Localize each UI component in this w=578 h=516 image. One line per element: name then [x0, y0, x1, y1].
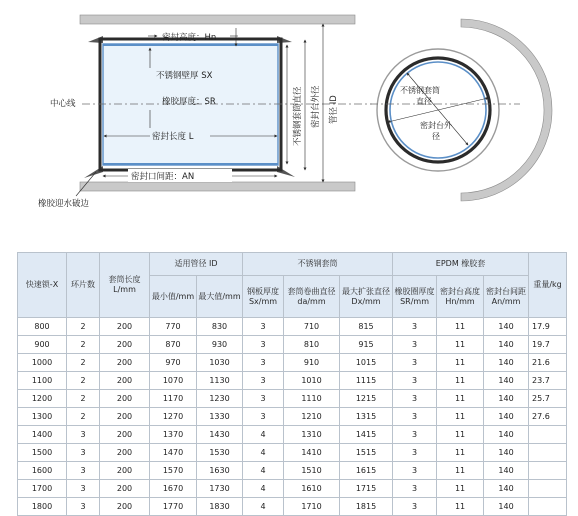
cell-dx: 815: [340, 318, 393, 336]
header-min: 最小值/mm: [150, 276, 197, 318]
cell-an: 140: [484, 318, 529, 336]
cell-sr: 3: [393, 444, 437, 462]
cell-max: 930: [197, 336, 243, 354]
cell-min: 1270: [150, 408, 197, 426]
cell-max: 1630: [197, 462, 243, 480]
cell-wt: [529, 444, 567, 462]
cell-min: 1770: [150, 498, 197, 516]
cell-sx: 4: [243, 462, 284, 480]
table-row: [18, 354, 567, 372]
cell-length: 200: [100, 480, 150, 498]
cell-wt: 21.6: [529, 354, 567, 372]
seal-spacing-label: 密封口间距：AN: [131, 172, 195, 182]
cell-sx: 3: [243, 372, 284, 390]
header-seal-height: 密封台高度 Hn/mm: [437, 276, 484, 318]
ring-seal-dia-line: [388, 98, 488, 122]
cell-dx: 915: [340, 336, 393, 354]
cell-rings: 3: [67, 480, 100, 498]
cell-min: 1670: [150, 480, 197, 498]
cell-rings: 3: [67, 444, 100, 462]
cell-sr: 3: [393, 498, 437, 516]
header-model: 快速锁-X: [18, 253, 67, 318]
cell-wt: 17.9: [529, 318, 567, 336]
cell-max: 1430: [197, 426, 243, 444]
cell-max: 1730: [197, 480, 243, 498]
table-body: [18, 318, 567, 516]
cell-model: 1400: [18, 426, 67, 444]
cell-min: 1170: [150, 390, 197, 408]
pipe-wall-top: [80, 15, 355, 24]
cell-da: 1610: [284, 480, 340, 498]
cell-hn: 11: [437, 444, 484, 462]
seal-length-label: 密封长度 L: [152, 132, 194, 142]
cell-hn: 11: [437, 354, 484, 372]
cell-sr: 3: [393, 318, 437, 336]
cell-sr: 3: [393, 372, 437, 390]
cell-hn: 11: [437, 372, 484, 390]
product-diagram: [0, 0, 578, 240]
cell-an: 140: [484, 426, 529, 444]
cell-wt: [529, 462, 567, 480]
cell-wt: 19.7: [529, 336, 567, 354]
cell-hn: 11: [437, 390, 484, 408]
cell-rings: 2: [67, 390, 100, 408]
cell-hn: 11: [437, 408, 484, 426]
header-pipe-group: 适用管径 ID: [150, 253, 243, 276]
cell-da: 1010: [284, 372, 340, 390]
cell-da: 810: [284, 336, 340, 354]
header-length: 套筒长度 L/mm: [100, 253, 150, 318]
table-row: [18, 480, 567, 498]
cell-max: 830: [197, 318, 243, 336]
cell-wt: [529, 498, 567, 516]
cell-rings: 2: [67, 408, 100, 426]
cell-length: 200: [100, 354, 150, 372]
cell-model: 1500: [18, 444, 67, 462]
table-row: [18, 336, 567, 354]
ring-sleeve-dia-label-2: 直径: [416, 97, 432, 106]
cell-sr: 3: [393, 426, 437, 444]
cell-length: 200: [100, 318, 150, 336]
cell-sx: 3: [243, 354, 284, 372]
header-bend-dia: 套筒卷曲直径 da/mm: [284, 276, 340, 318]
table-row: [18, 390, 567, 408]
cell-sx: 4: [243, 426, 284, 444]
cell-dx: 1115: [340, 372, 393, 390]
cell-length: 200: [100, 498, 150, 516]
cell-da: 1210: [284, 408, 340, 426]
ring-seal-dia-label-2: 径: [432, 132, 440, 141]
spec-table: [17, 252, 567, 516]
cell-an: 140: [484, 354, 529, 372]
header-max: 最大值/mm: [197, 276, 243, 318]
cell-wt: [529, 480, 567, 498]
cell-sr: 3: [393, 408, 437, 426]
rubber-thickness-label: 橡胶厚度：SR: [162, 97, 216, 107]
pipe-id-label: 管径 ID: [329, 95, 339, 124]
cell-min: 1470: [150, 444, 197, 462]
header-max-dia: 最大扩张直径 Dx/mm: [340, 276, 393, 318]
cell-sx: 3: [243, 336, 284, 354]
cell-hn: 11: [437, 318, 484, 336]
cell-sx: 3: [243, 318, 284, 336]
cell-sr: 3: [393, 354, 437, 372]
cell-model: 800: [18, 318, 67, 336]
cell-wt: 23.7: [529, 372, 567, 390]
cell-dx: 1715: [340, 480, 393, 498]
cell-an: 140: [484, 444, 529, 462]
cell-length: 200: [100, 336, 150, 354]
cell-an: 140: [484, 462, 529, 480]
cell-max: 1130: [197, 372, 243, 390]
seal-height-label: 密封高度：Hn: [162, 33, 217, 43]
cell-rings: 2: [67, 336, 100, 354]
cell-model: 1200: [18, 390, 67, 408]
sleeve-dia-label: 不锈钢套筒直径: [293, 86, 303, 146]
cell-sr: 3: [393, 390, 437, 408]
cell-min: 970: [150, 354, 197, 372]
cell-min: 770: [150, 318, 197, 336]
cell-model: 1700: [18, 480, 67, 498]
cell-dx: 1215: [340, 390, 393, 408]
cell-sx: 4: [243, 480, 284, 498]
cell-an: 140: [484, 498, 529, 516]
cell-max: 1330: [197, 408, 243, 426]
cell-length: 200: [100, 444, 150, 462]
cell-hn: 11: [437, 426, 484, 444]
table-row: [18, 408, 567, 426]
cell-rings: 3: [67, 462, 100, 480]
cell-an: 140: [484, 372, 529, 390]
cell-min: 1370: [150, 426, 197, 444]
cell-model: 1100: [18, 372, 67, 390]
cell-hn: 11: [437, 498, 484, 516]
cell-da: 1410: [284, 444, 340, 462]
cell-wt: 25.7: [529, 390, 567, 408]
header-rubber-thickness: 橡胶圈厚度 SR/mm: [393, 276, 437, 318]
table-row: [18, 318, 567, 336]
cell-min: 1070: [150, 372, 197, 390]
header-seal-spacing: 密封台间距 An/mm: [484, 276, 529, 318]
header-epdm-group: EPDM 橡胶套: [393, 253, 529, 276]
cell-sr: 3: [393, 336, 437, 354]
cell-wt: 27.6: [529, 408, 567, 426]
header-weight: 重量/kg: [529, 253, 567, 318]
header-steel-group: 不锈钢套筒: [243, 253, 393, 276]
cell-da: 1510: [284, 462, 340, 480]
cell-rings: 2: [67, 318, 100, 336]
cell-length: 200: [100, 390, 150, 408]
cell-max: 1230: [197, 390, 243, 408]
cell-max: 1830: [197, 498, 243, 516]
table-row: [18, 426, 567, 444]
cell-da: 1310: [284, 426, 340, 444]
cell-length: 200: [100, 426, 150, 444]
table-row: [18, 372, 567, 390]
cell-dx: 1615: [340, 462, 393, 480]
cell-sr: 3: [393, 462, 437, 480]
cell-an: 140: [484, 336, 529, 354]
cell-da: 1710: [284, 498, 340, 516]
cell-rings: 2: [67, 372, 100, 390]
cell-length: 200: [100, 408, 150, 426]
cell-an: 140: [484, 390, 529, 408]
cell-hn: 11: [437, 462, 484, 480]
seal-outer-dia-label: 密封台外径: [311, 85, 321, 128]
cell-sx: 4: [243, 498, 284, 516]
cell-max: 1530: [197, 444, 243, 462]
table-row: [18, 462, 567, 480]
cell-model: 1600: [18, 462, 67, 480]
rubber-edge-label: 橡胶迎水破边: [38, 199, 90, 209]
cell-hn: 11: [437, 336, 484, 354]
cell-dx: 1015: [340, 354, 393, 372]
cell-sx: 3: [243, 390, 284, 408]
pipe-wall-bottom: [80, 182, 355, 191]
cell-rings: 2: [67, 354, 100, 372]
cell-max: 1030: [197, 354, 243, 372]
table-row: [18, 444, 567, 462]
cell-rings: 3: [67, 426, 100, 444]
pipe-arc: [461, 19, 552, 201]
cell-wt: [529, 426, 567, 444]
cell-da: 710: [284, 318, 340, 336]
cell-model: 900: [18, 336, 67, 354]
cell-length: 200: [100, 462, 150, 480]
cell-length: 200: [100, 372, 150, 390]
cell-hn: 11: [437, 480, 484, 498]
cell-sx: 4: [243, 444, 284, 462]
ring-seal-dia-label-1: 密封台外: [420, 121, 452, 130]
cell-min: 1570: [150, 462, 197, 480]
header-rings: 环片数: [67, 253, 100, 318]
table-row: [18, 498, 567, 516]
cell-model: 1000: [18, 354, 67, 372]
cell-an: 140: [484, 480, 529, 498]
steel-thickness-label: 不锈钢壁厚 SX: [156, 71, 213, 81]
cell-model: 1800: [18, 498, 67, 516]
cell-da: 1110: [284, 390, 340, 408]
cell-dx: 1315: [340, 408, 393, 426]
cell-da: 910: [284, 354, 340, 372]
cell-min: 870: [150, 336, 197, 354]
ring-sleeve-dia-label-1: 不锈钢套筒: [400, 86, 440, 95]
center-line-label: 中心线: [50, 99, 76, 109]
cell-model: 1300: [18, 408, 67, 426]
cell-an: 140: [484, 408, 529, 426]
header-sheet-thickness: 钢板厚度 Sx/mm: [243, 276, 284, 318]
cell-sr: 3: [393, 480, 437, 498]
table-header: [18, 253, 567, 318]
cell-rings: 3: [67, 498, 100, 516]
cell-dx: 1815: [340, 498, 393, 516]
cell-dx: 1515: [340, 444, 393, 462]
cell-dx: 1415: [340, 426, 393, 444]
cell-sx: 3: [243, 408, 284, 426]
